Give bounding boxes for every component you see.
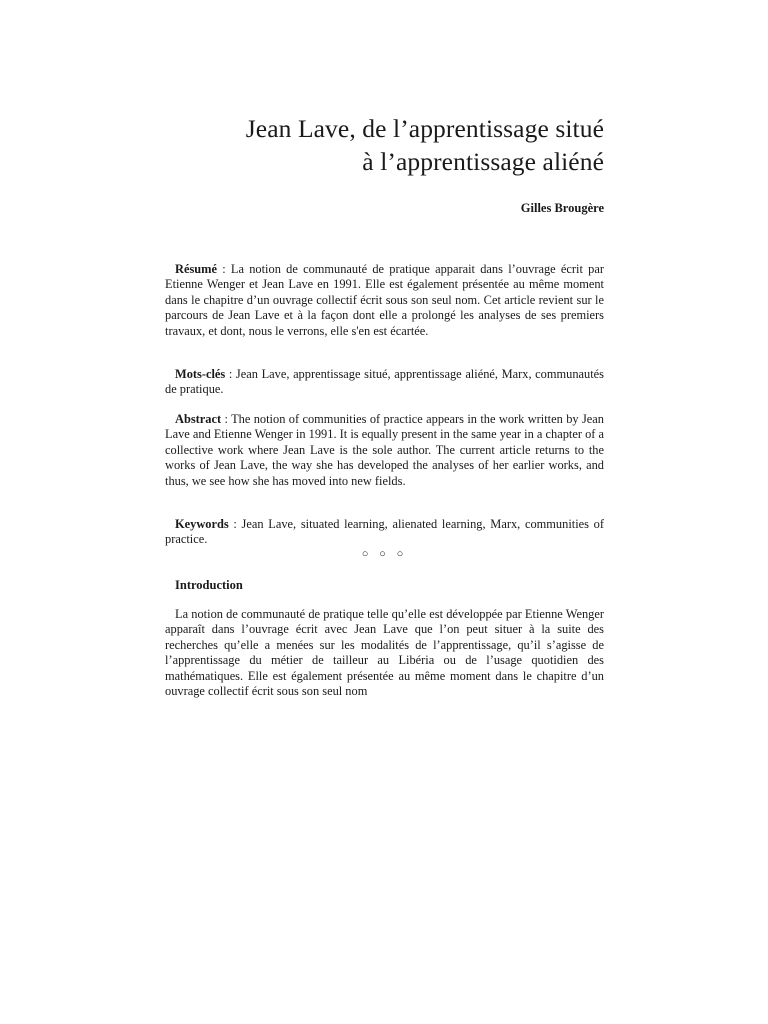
title-line-1: Jean Lave, de l’apprentissage situé — [245, 114, 604, 143]
author-name: Gilles Brougère — [520, 201, 604, 215]
article-title — [165, 112, 604, 178]
introduction-heading: Introduction — [175, 578, 243, 592]
abstract-label: Abstract — [175, 412, 222, 426]
abstract-text: : The notion of communities of practice appears in the work written by Jean Lave and Etienne Wenger in 1991. It is equally present in the same year in a chapter of a collective work where Jean Lave is the sole author. The current article returns to the works of Jean Lave, the way she has developed the analyses of her earlier works, and thus, we see how she has moved into new fields. — [165, 412, 604, 488]
abstract-paragraph — [165, 412, 604, 489]
mots-cles-paragraph — [165, 367, 604, 398]
resume-label: Résumé — [175, 262, 217, 276]
resume-paragraph — [165, 262, 604, 339]
title-line-2: à l’apprentissage aliéné — [362, 147, 604, 176]
resume-text: : La notion de communauté de pratique apparait dans l’ouvrage écrit par Etienne Wenger et Jean Lave en 1991. Elle est également présentée au même moment dans le chapitre d’un ouvrage collectif écrit sous son seul nom. Cet article revient sur le parcours de Jean Lave et à la façon dont elle a prolongé les analyses de ses premiers travaux, et dont, nous le verrons, elle s'en est écartée. — [165, 262, 604, 338]
keywords-text: : Jean Lave, situated learning, alienated learning, Marx, communities of practice. — [165, 517, 604, 547]
mots-cles-text: : Jean Lave, apprentissage situé, apprentissage aliéné, Marx, communautés de pratique. — [165, 367, 604, 397]
keywords-label: Keywords — [175, 517, 229, 531]
section-separator: ○ ○ ○ — [361, 548, 408, 560]
keywords-paragraph — [165, 517, 604, 548]
introduction-paragraph: La notion de communauté de pratique telle qu’elle est développée par Etienne Wenger apparaît dans l’ouvrage écrit avec Jean Lave que l’on peut situer à la suite des recherches qu’elle a menées sur les modalités de l’apprentissage, qu’il s’agisse de l’apprentissage du métier de tailleur au Libéria ou de l’usage quotidien des mathématiques. Elle est également présentée au même moment dans le chapitre d’un ouvrage collectif écrit sous son seul nom — [165, 607, 604, 699]
mots-cles-label: Mots-clés — [175, 367, 226, 381]
